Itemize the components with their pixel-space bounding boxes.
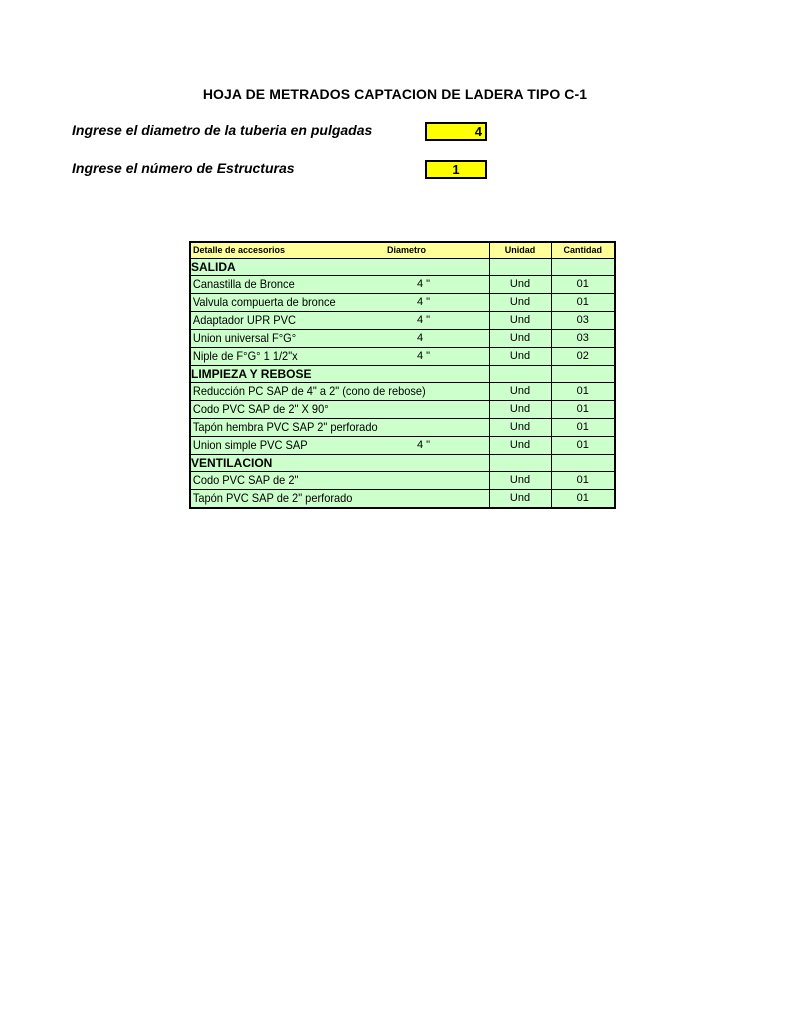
accesorio-diametro: 4 " <box>417 278 431 290</box>
cantidad-cell: 01 <box>551 382 615 400</box>
header-cantidad: Cantidad <box>551 242 615 258</box>
header-diametro: Diametro <box>387 245 427 256</box>
unidad-cell: Und <box>489 471 551 489</box>
header-detalle: Detalle de accesorios <box>193 245 286 256</box>
accesorio-descripcion: Tapón PVC SAP de 2" perforado <box>192 491 353 505</box>
table-row <box>190 400 615 418</box>
section-title: SALIDA <box>190 258 489 275</box>
detalle-cell <box>190 400 489 418</box>
unidad-cell: Und <box>489 275 551 293</box>
cantidad-cell: 02 <box>551 347 615 365</box>
section-title: VENTILACION <box>190 454 489 471</box>
detalle-cell <box>190 418 489 436</box>
table-row <box>190 489 615 508</box>
table-row <box>190 293 615 311</box>
unidad-cell: Und <box>489 347 551 365</box>
detalle-cell <box>190 329 489 347</box>
accesorio-descripcion: Tapón hembra PVC SAP 2" perforado <box>192 420 378 434</box>
cantidad-cell: 03 <box>551 311 615 329</box>
table-row <box>190 382 615 400</box>
detalle-cell <box>190 311 489 329</box>
table-row <box>190 347 615 365</box>
empty-cell <box>489 365 551 382</box>
accesorio-descripcion: Codo PVC SAP de 2" X 90° <box>192 402 329 416</box>
cantidad-cell: 01 <box>551 471 615 489</box>
table-row <box>190 436 615 454</box>
accesorio-descripcion: Union universal F°G° <box>192 331 297 345</box>
empty-cell <box>489 454 551 471</box>
empty-cell <box>551 365 615 382</box>
detalle-cell <box>190 347 489 365</box>
accesorio-descripcion: Canastilla de Bronce <box>192 277 295 291</box>
cantidad-cell: 01 <box>551 489 615 508</box>
diametro-label: Ingrese el diametro de la tuberia en pulgadas <box>72 122 373 138</box>
table-row <box>190 329 615 347</box>
cantidad-cell: 01 <box>551 400 615 418</box>
table-header-row <box>190 242 615 258</box>
accesorio-diametro: 4 " <box>417 314 431 326</box>
section-row <box>190 365 615 382</box>
unidad-cell: Und <box>489 400 551 418</box>
unidad-cell: Und <box>489 311 551 329</box>
accesorio-descripcion: Union simple PVC SAP <box>192 438 308 452</box>
detalle-cell <box>190 489 489 508</box>
section-row <box>190 454 615 471</box>
unidad-cell: Und <box>489 293 551 311</box>
page-title: HOJA DE METRADOS CAPTACION DE LADERA TIPO C-1 <box>202 86 588 102</box>
detalle-cell <box>190 293 489 311</box>
accesorio-descripcion: Reducción PC SAP de 4" a 2" (cono de rebose) <box>192 384 426 398</box>
table-row <box>190 311 615 329</box>
empty-cell <box>551 258 615 275</box>
unidad-cell: Und <box>489 418 551 436</box>
header-detalle-cell <box>190 242 489 258</box>
unidad-cell: Und <box>489 436 551 454</box>
empty-cell <box>551 454 615 471</box>
cantidad-cell: 01 <box>551 293 615 311</box>
section-title: LIMPIEZA Y REBOSE <box>190 365 489 382</box>
table-row <box>190 471 615 489</box>
unidad-cell: Und <box>489 329 551 347</box>
detalle-cell <box>190 471 489 489</box>
cantidad-cell: 01 <box>551 436 615 454</box>
section-row <box>190 258 615 275</box>
accesorio-diametro: 4 " <box>417 296 431 308</box>
cantidad-cell: 01 <box>551 418 615 436</box>
accesorio-diametro: 4 <box>417 332 424 344</box>
empty-cell <box>489 258 551 275</box>
unidad-cell: Und <box>489 489 551 508</box>
detalle-cell <box>190 436 489 454</box>
cantidad-cell: 03 <box>551 329 615 347</box>
unidad-cell: Und <box>489 382 551 400</box>
metrado-table <box>189 241 616 509</box>
accesorio-descripcion: Valvula compuerta de bronce <box>192 295 336 309</box>
detalle-cell <box>190 382 489 400</box>
accesorio-descripcion: Niple de F°G° 1 1/2"x <box>192 349 298 363</box>
accesorio-diametro: 4 " <box>417 350 431 362</box>
accesorio-descripcion: Adaptador UPR PVC <box>192 313 296 327</box>
detalle-cell <box>190 275 489 293</box>
table-body <box>190 258 615 508</box>
estructuras-input[interactable]: 1 <box>425 160 487 179</box>
cantidad-cell: 01 <box>551 275 615 293</box>
header-unidad: Unidad <box>489 242 551 258</box>
table-row <box>190 275 615 293</box>
diametro-input[interactable]: 4 <box>425 122 487 141</box>
accesorio-descripcion: Codo PVC SAP de 2" <box>192 473 299 487</box>
accesorio-diametro: 4 " <box>417 439 431 451</box>
estructuras-label: Ingrese el número de Estructuras <box>72 160 295 176</box>
table-row <box>190 418 615 436</box>
